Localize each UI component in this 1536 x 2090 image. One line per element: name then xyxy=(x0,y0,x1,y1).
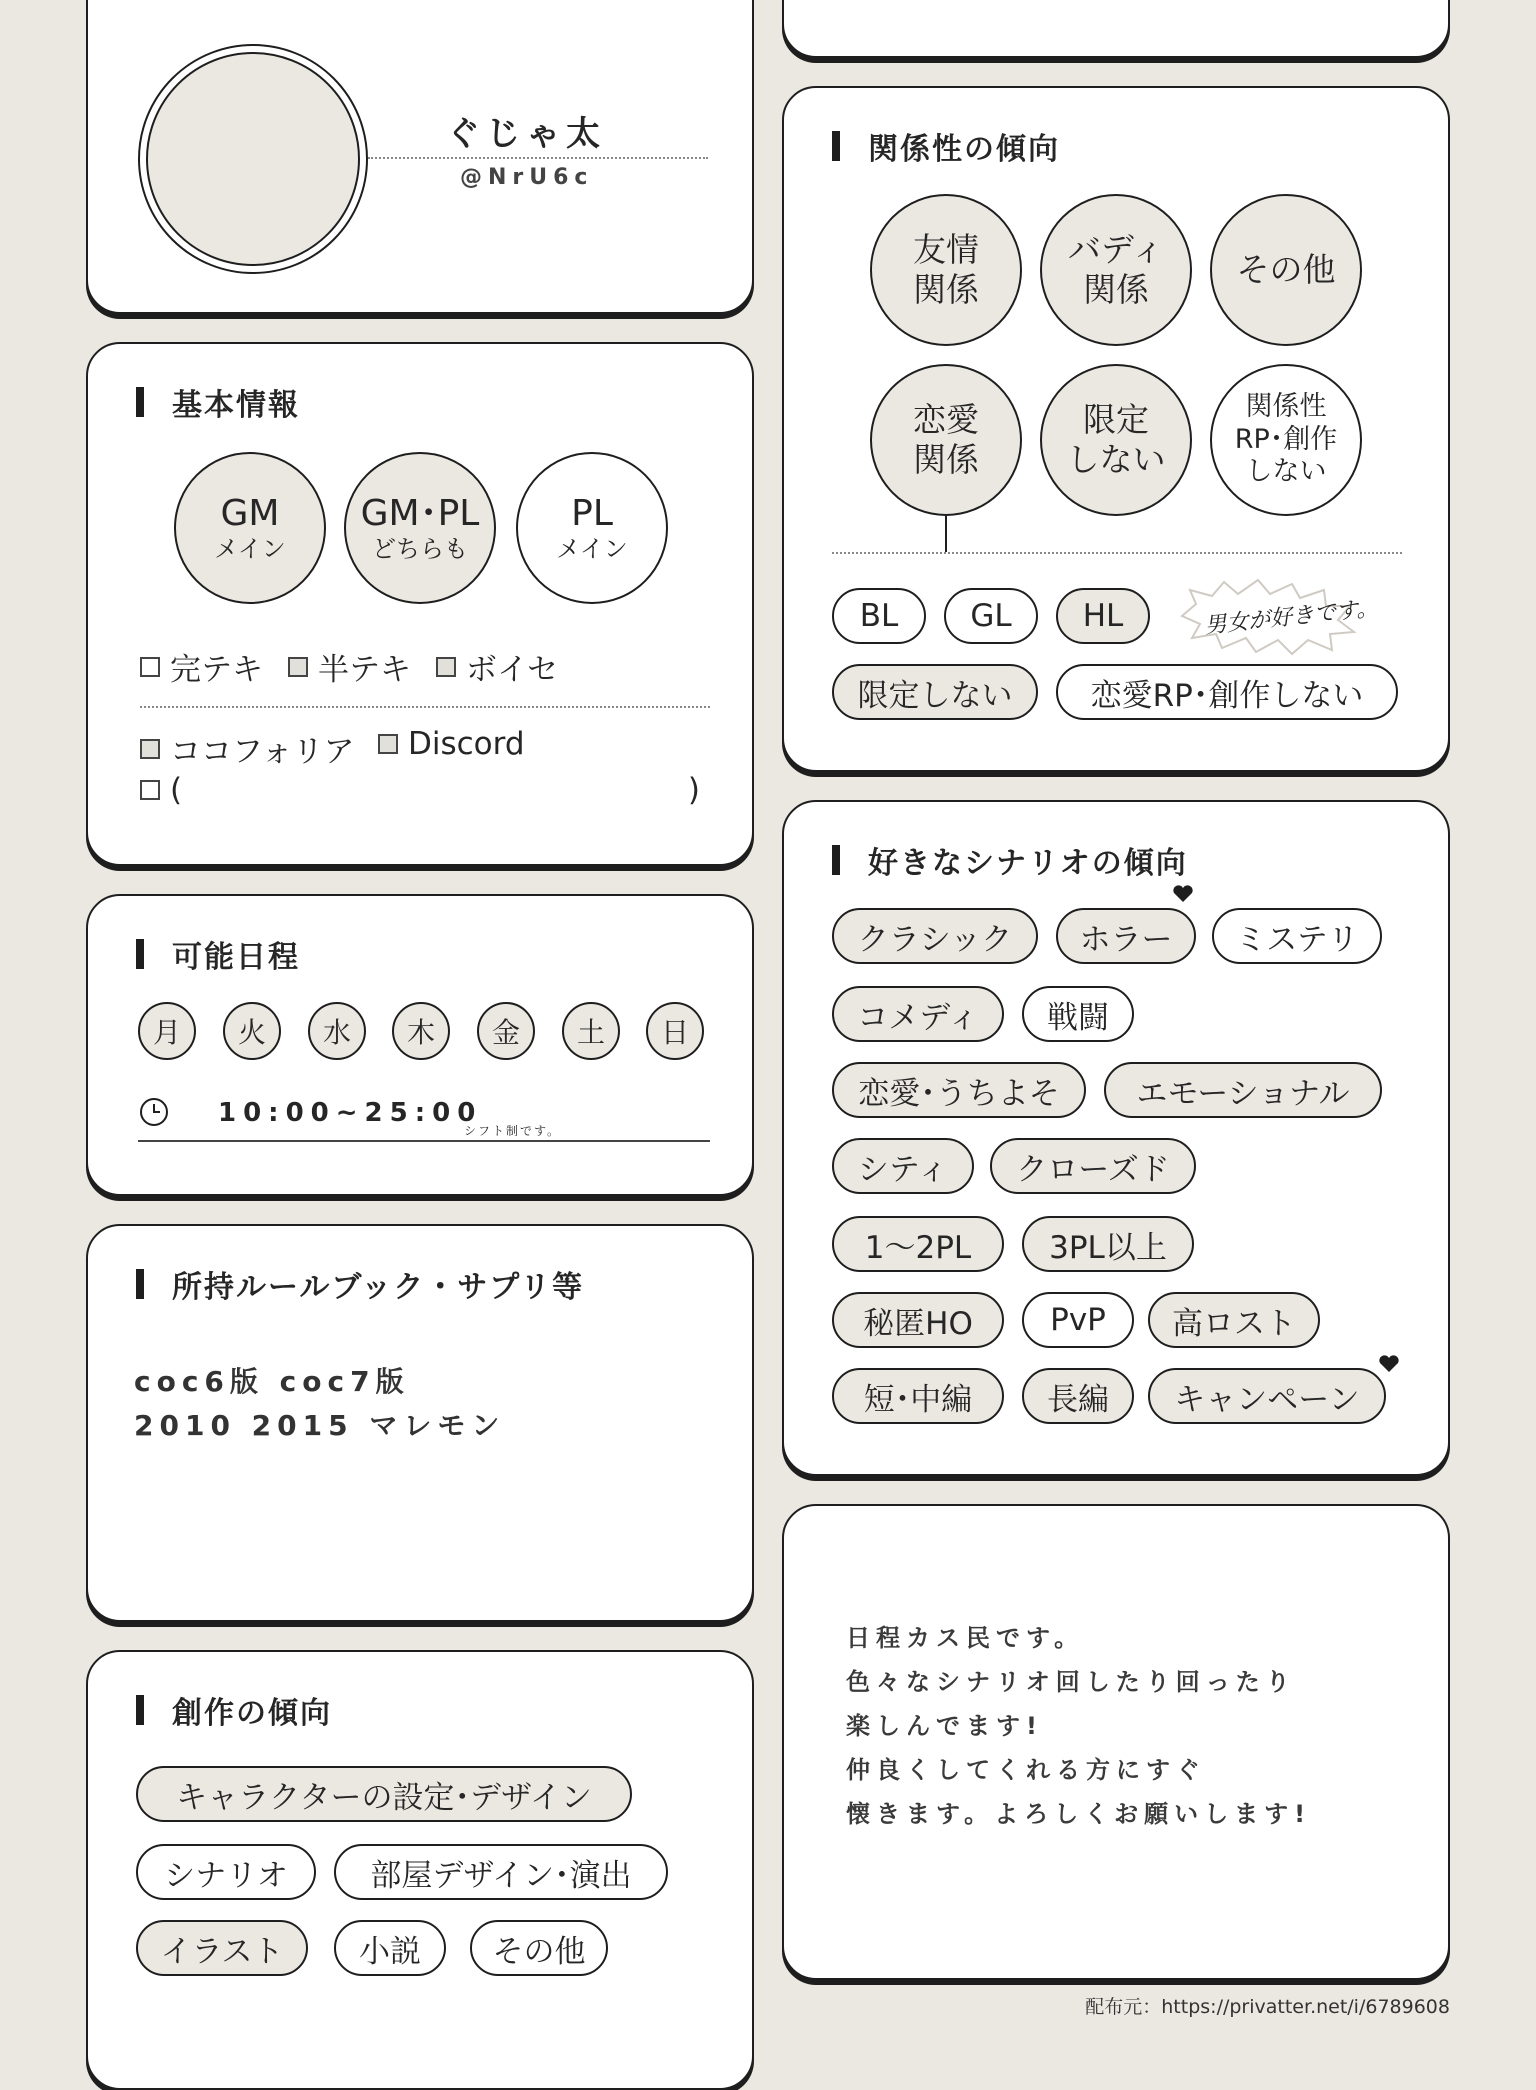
tag-emotional[interactable]: エモーショナル xyxy=(1104,1062,1382,1118)
section-marker xyxy=(136,387,144,417)
tag-mystery[interactable]: ミステリ xyxy=(1212,908,1382,964)
message-line: 楽しんでます! xyxy=(846,1712,1043,1740)
day-wed[interactable]: 水 xyxy=(308,1002,366,1060)
role-main-label: PL xyxy=(571,493,613,534)
checkbox-icon xyxy=(140,657,160,677)
checkbox-label: ボイセ xyxy=(466,652,559,688)
role-gm-main[interactable] xyxy=(174,452,326,604)
checkbox-label: 完テキ xyxy=(170,652,263,688)
avatar xyxy=(138,44,368,274)
checkbox-label: 半テキ xyxy=(318,652,411,688)
tag-classic[interactable]: クラシック xyxy=(832,908,1038,964)
relationship-card xyxy=(782,86,1450,772)
tag-short-medium[interactable]: 短･中編 xyxy=(832,1368,1004,1424)
checkbox-half-text[interactable] xyxy=(288,644,411,689)
other-tool-close: ) xyxy=(687,772,700,808)
rel-line-1: 恋愛 xyxy=(913,400,979,440)
creative-title xyxy=(136,1688,332,1732)
rel-unrestricted[interactable] xyxy=(1040,364,1192,516)
time-range: 10:00~25:00 xyxy=(218,1098,483,1128)
checkbox-other-tool[interactable] xyxy=(140,772,700,808)
tag-secret-ho[interactable]: 秘匿HO xyxy=(832,1292,1004,1348)
checkbox-cocofolia[interactable] xyxy=(140,726,354,771)
rel-line-1: 限定 xyxy=(1083,400,1149,440)
checkbox-label: Discord xyxy=(408,726,525,762)
rel-line-1: その他 xyxy=(1236,250,1336,290)
rel-no-rp[interactable] xyxy=(1210,364,1362,516)
tag-character-design[interactable]: キャラクターの設定･デザイン xyxy=(136,1766,632,1822)
rel-line-2: RP･創作 xyxy=(1234,423,1338,455)
day-sat[interactable]: 土 xyxy=(562,1002,620,1060)
tag-comedy[interactable]: コメディ xyxy=(832,986,1004,1042)
rel-line-2: 関係 xyxy=(1083,270,1149,309)
section-marker xyxy=(832,131,840,161)
day-thu[interactable]: 木 xyxy=(392,1002,450,1060)
tag-pvp[interactable]: PvP xyxy=(1022,1292,1134,1348)
tag-novel[interactable]: 小説 xyxy=(334,1920,446,1976)
rel-buddy[interactable] xyxy=(1040,194,1192,346)
tag-bl[interactable]: BL xyxy=(832,588,926,644)
rulebooks-line-2: 2010 2015 マレモン xyxy=(134,1409,506,1442)
basic-info-card xyxy=(86,342,754,866)
checkbox-icon xyxy=(378,734,398,754)
tag-campaign[interactable]: キャンペーン xyxy=(1148,1368,1386,1424)
tag-3pl-plus[interactable]: 3PL以上 xyxy=(1022,1216,1194,1272)
rel-line-2: 関係 xyxy=(913,270,979,309)
message-line: 懐きます。よろしくお願いします! xyxy=(846,1800,1312,1828)
rel-line-1: バディ xyxy=(1067,230,1165,270)
scenario-card xyxy=(782,800,1450,1476)
relationship-divider xyxy=(832,552,1402,554)
role-main-label: GM xyxy=(220,493,280,534)
tag-no-romance-rp[interactable]: 恋愛RP･創作しない xyxy=(1056,664,1398,720)
rel-friendship[interactable] xyxy=(870,194,1022,346)
checkbox-voice[interactable] xyxy=(436,644,558,689)
section-marker xyxy=(832,845,840,875)
tag-city[interactable]: シティ xyxy=(832,1138,974,1194)
day-sun[interactable]: 日 xyxy=(646,1002,704,1060)
rulebooks-title xyxy=(136,1262,584,1306)
heart-icon xyxy=(1378,1354,1400,1374)
tag-horror[interactable]: ホラー xyxy=(1056,908,1196,964)
section-marker xyxy=(136,939,144,969)
role-both[interactable] xyxy=(344,452,496,604)
section-marker xyxy=(136,1269,144,1299)
basic-info-divider xyxy=(140,706,710,708)
tag-romance-ocs[interactable]: 恋愛･うちよそ xyxy=(832,1062,1086,1118)
relationship-title-text: 関係性の傾向 xyxy=(868,132,1060,167)
tag-hl[interactable]: HL xyxy=(1056,588,1150,644)
day-mon[interactable]: 月 xyxy=(138,1002,196,1060)
schedule-title-text: 可能日程 xyxy=(172,940,300,975)
checkbox-icon xyxy=(288,657,308,677)
tag-unrestricted[interactable]: 限定しない xyxy=(832,664,1038,720)
profile-handle: @NrU6c xyxy=(460,165,594,190)
rel-line-3: しない xyxy=(1245,456,1327,488)
romance-connector xyxy=(945,516,947,552)
tag-combat[interactable]: 戦闘 xyxy=(1022,986,1134,1042)
rel-line-1: 関係性 xyxy=(1245,391,1327,423)
tag-long[interactable]: 長編 xyxy=(1022,1368,1134,1424)
section-marker xyxy=(136,1695,144,1725)
role-pl-main[interactable] xyxy=(516,452,668,604)
message-text xyxy=(846,1616,1311,1836)
rulebooks-line-1: coc6版 coc7版 xyxy=(134,1365,410,1398)
rulebooks-title-text: 所持ルールブック・サプリ等 xyxy=(172,1270,585,1305)
role-sub-label: どちらも xyxy=(372,535,468,564)
role-sub-label: メイン xyxy=(556,535,628,564)
profile-name: ぐじゃ太 xyxy=(446,114,606,154)
checkbox-icon xyxy=(140,739,160,759)
message-card xyxy=(782,1504,1450,1980)
rel-line-2: 関係 xyxy=(913,440,979,479)
rel-line-2: しない xyxy=(1066,440,1166,479)
tag-gl[interactable]: GL xyxy=(944,588,1038,644)
tag-illustration[interactable]: イラスト xyxy=(136,1920,308,1976)
tag-scenario[interactable]: シナリオ xyxy=(136,1844,316,1900)
checkbox-discord[interactable] xyxy=(378,726,525,762)
role-sub-label: メイン xyxy=(214,535,286,564)
role-main-label: GM･PL xyxy=(360,493,480,534)
footer-credit: 配布元：https://privatter.net/i/6789608 xyxy=(1085,1996,1450,2018)
checkbox-icon xyxy=(140,780,160,800)
schedule-card xyxy=(86,894,754,1196)
basic-info-title-text: 基本情報 xyxy=(172,388,300,423)
basic-info-title xyxy=(136,380,300,424)
rulebooks-card xyxy=(86,1224,754,1622)
tag-room-design[interactable]: 部屋デザイン･演出 xyxy=(334,1844,668,1900)
handwritten-note: 男女が好きです。 xyxy=(1203,595,1380,640)
top-right-card xyxy=(782,0,1450,58)
day-tue[interactable]: 火 xyxy=(223,1002,281,1060)
tag-other[interactable]: その他 xyxy=(470,1920,608,1976)
profile-divider xyxy=(368,157,708,159)
message-line: 仲良くしてくれる方にすぐ xyxy=(846,1756,1206,1784)
checkbox-icon xyxy=(436,657,456,677)
creative-card xyxy=(86,1650,754,2090)
message-line: 日程カス民です。 xyxy=(846,1624,1085,1652)
tag-1-2pl[interactable]: 1〜2PL xyxy=(832,1216,1004,1272)
heart-icon xyxy=(1172,884,1194,904)
creative-title-text: 創作の傾向 xyxy=(172,1696,332,1731)
scenario-title xyxy=(832,838,1188,882)
relationship-title xyxy=(832,124,1060,168)
schedule-underline xyxy=(138,1140,710,1142)
schedule-title xyxy=(136,932,300,976)
tag-closed[interactable]: クローズド xyxy=(990,1138,1196,1194)
other-tool-open: ( xyxy=(170,772,183,808)
message-line: 色々なシナリオ回したり回ったり xyxy=(846,1668,1296,1696)
rel-romance[interactable] xyxy=(870,364,1022,516)
scenario-title-text: 好きなシナリオの傾向 xyxy=(868,846,1188,881)
checkbox-label: ココフォリア xyxy=(170,734,355,770)
rel-other[interactable] xyxy=(1210,194,1362,346)
tag-high-lost[interactable]: 高ロスト xyxy=(1148,1292,1320,1348)
profile-card xyxy=(86,0,754,314)
day-fri[interactable]: 金 xyxy=(477,1002,535,1060)
clock-icon xyxy=(138,1096,170,1128)
checkbox-full-text[interactable] xyxy=(140,644,263,689)
rel-line-1: 友情 xyxy=(913,230,979,270)
schedule-note: シフト制です。 xyxy=(464,1124,562,1138)
